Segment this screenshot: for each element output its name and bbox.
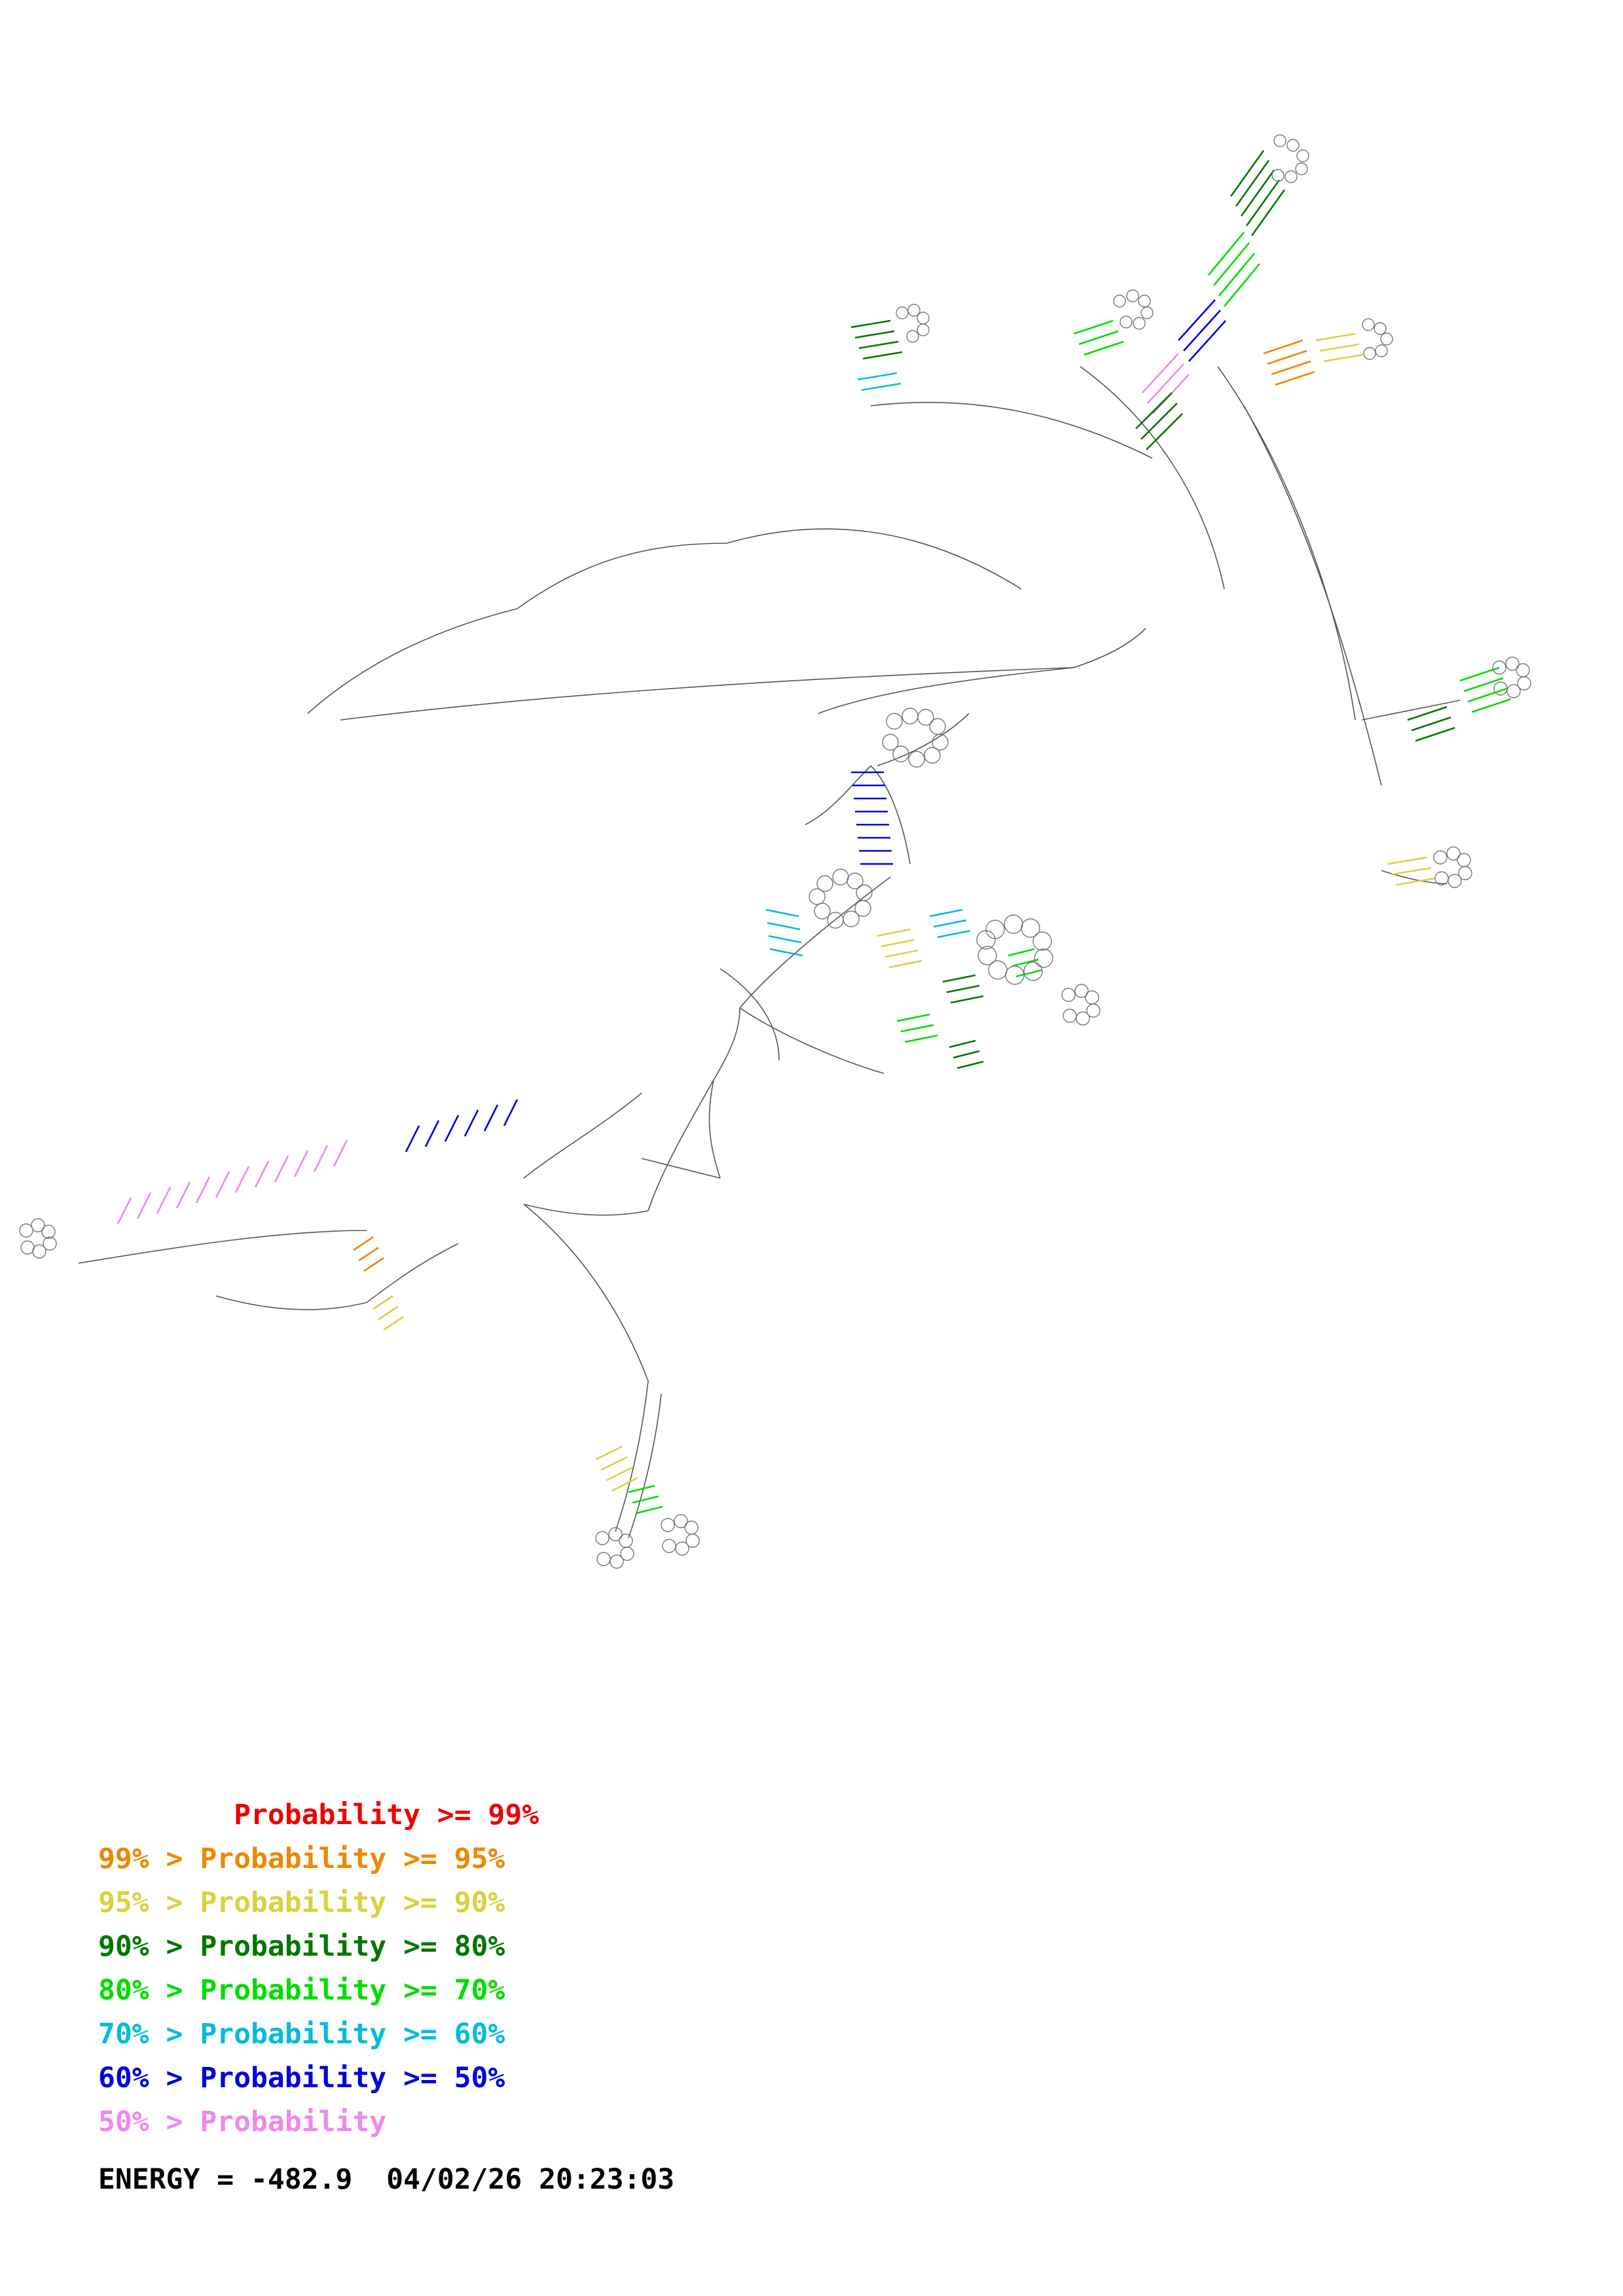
- backbone-connector: [524, 1204, 648, 1381]
- hairpin-loop: [1272, 135, 1309, 183]
- hairpin-loop: [1362, 319, 1393, 359]
- backbone-connector: [367, 1244, 458, 1302]
- backbone-connector: [1218, 367, 1355, 720]
- legend-row-80: 90% > Probability >= 80%: [98, 1930, 505, 1963]
- backbone-connector: [871, 766, 910, 864]
- backbone-connector: [818, 668, 1074, 713]
- hairpin-loop: [896, 304, 929, 342]
- backbone-connector: [1362, 700, 1460, 720]
- hairpin-loop: [596, 1528, 634, 1568]
- multibranch-loop: [977, 915, 1053, 984]
- legend-row-60: 70% > Probability >= 60%: [98, 2018, 505, 2051]
- backbone-connector: [517, 543, 727, 609]
- backbone-connector: [805, 766, 871, 825]
- backbone-connector: [340, 668, 1074, 720]
- backbone-connector: [642, 1158, 720, 1178]
- backbone-connector: [740, 1008, 884, 1073]
- hairpin-loop: [20, 1219, 56, 1258]
- probability-legend: [0, 1793, 1623, 2198]
- backbone-connector: [709, 1080, 720, 1178]
- legend-row-50: 60% > Probability >= 50%: [98, 2062, 505, 2094]
- energy-timestamp-line: ENERGY = -482.9 04/02/26 20:23:03: [98, 2163, 675, 2196]
- backbone-connector: [308, 609, 517, 713]
- backbone-connector: [727, 529, 1021, 589]
- legend-row-low: 50% > Probability: [98, 2106, 387, 2138]
- legend-row-70: 80% > Probability >= 70%: [98, 1974, 505, 2007]
- backbone-connector: [79, 1230, 367, 1263]
- backbone-connector: [524, 1093, 642, 1178]
- backbone-connector: [877, 713, 969, 766]
- legend-row-99: Probability >= 99%: [98, 1799, 539, 1831]
- backbone-connector: [524, 1204, 648, 1215]
- backbone-connector: [216, 1296, 367, 1310]
- backbone-connector: [714, 1008, 740, 1080]
- backbone-connector: [1074, 628, 1146, 668]
- backbone-connector: [648, 1080, 714, 1211]
- backbone-connector: [740, 877, 890, 1008]
- backbone-connector: [1244, 406, 1381, 785]
- hairpin-loop: [1114, 290, 1153, 329]
- rna-base-nodes-group: [20, 135, 1531, 1568]
- legend-row-95: 99% > Probability >= 95%: [98, 1842, 505, 1875]
- legend-row-90: 95% > Probability >= 90%: [98, 1886, 505, 1919]
- backbone-connector: [1080, 367, 1224, 589]
- rna-backbone-group: [79, 367, 1460, 1538]
- backbone-connector: [871, 403, 1152, 458]
- hairpin-loop: [1434, 847, 1472, 888]
- hairpin-loop: [1062, 984, 1100, 1025]
- hairpin-loop: [661, 1515, 699, 1555]
- backbone-connector: [615, 1381, 648, 1532]
